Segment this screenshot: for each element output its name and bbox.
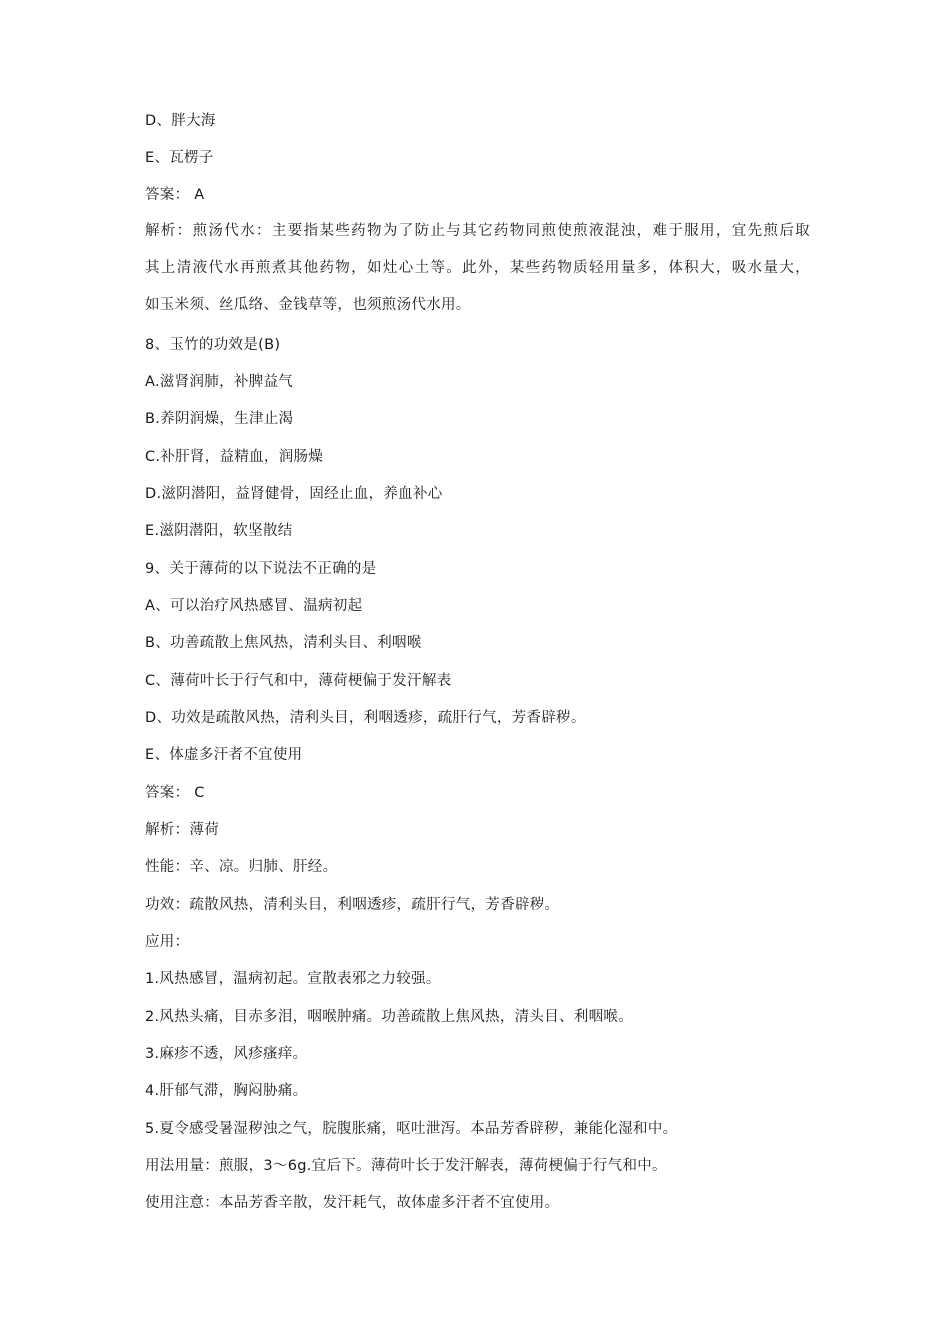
analysis-q9-title: 解析：薄荷 xyxy=(145,822,219,838)
option-c-q8: C.补肝肾，益精血，润肠燥 xyxy=(145,449,324,465)
application-item-4: 4.肝郁气滞，胸闷胁痛。 xyxy=(145,1083,308,1099)
option-d-q8: D.滋阴潜阳，益肾健骨，固经止血，养血补心 xyxy=(145,486,443,502)
option-a-q9: A、可以治疗风热感冒、温病初起 xyxy=(145,598,363,614)
properties-line: 性能：辛、凉。归肺、肝经。 xyxy=(145,859,338,875)
analysis-q7-line-2: 其上清液代水再煎煮其他药物，如灶心土等。此外，某些药物质轻用量多，体积大，吸水量大， xyxy=(145,260,810,276)
option-e-q9: E、体虚多汗者不宜使用 xyxy=(145,747,303,763)
question-8: 8、玉竹的功效是(B) xyxy=(145,337,281,353)
option-e-q7: E、瓦楞子 xyxy=(145,150,214,166)
option-d-q7: D、胖大海 xyxy=(145,113,216,129)
analysis-q7-line-3: 如玉米须、丝瓜络、金钱草等，也须煎汤代水用。 xyxy=(145,297,471,313)
option-c-q9: C、薄荷叶长于行气和中，薄荷梗偏于发汗解表 xyxy=(145,673,452,689)
option-b-q9: B、功善疏散上焦风热，清利头目、利咽喉 xyxy=(145,635,422,651)
option-e-q8: E.滋阴潜阳，软坚散结 xyxy=(145,523,293,539)
application-item-3: 3.麻疹不透，风疹瘙痒。 xyxy=(145,1046,308,1062)
application-heading: 应用： xyxy=(145,934,190,950)
precautions-line: 使用注意：本品芳香辛散，发汗耗气，故体虚多汗者不宜使用。 xyxy=(145,1195,560,1211)
efficacy-line: 功效：疏散风热，清利头目，利咽透疹，疏肝行气，芳香辟秽。 xyxy=(145,897,560,913)
application-item-5: 5.夏令感受暑湿秽浊之气，脘腹胀痛，呕吐泄泻。本品芳香辟秽，兼能化湿和中。 xyxy=(145,1121,678,1137)
option-b-q8: B.养阴润燥，生津止渴 xyxy=(145,411,294,427)
answer-q7: 答案： A xyxy=(145,187,205,203)
analysis-q7-line-1: 解析：煎汤代水：主要指某些药物为了防止与其它药物同煎使煎液混浊，难于服用，宜先煎后取 xyxy=(145,223,810,239)
option-a-q8: A.滋肾润肺，补脾益气 xyxy=(145,374,294,390)
option-d-q9: D、功效是疏散风热，清利头目，利咽透疹，疏肝行气，芳香辟秽。 xyxy=(145,710,586,726)
application-item-2: 2.风热头痛，目赤多泪，咽喉肿痛。功善疏散上焦风热，清头目、利咽喉。 xyxy=(145,1009,634,1025)
answer-q9: 答案： C xyxy=(145,785,205,801)
question-9: 9、关于薄荷的以下说法不正确的是 xyxy=(145,561,377,577)
application-item-1: 1.风热感冒，温病初起。宣散表邪之力较强。 xyxy=(145,971,441,987)
dosage-line: 用法用量：煎服，3～6g.宜后下。薄荷叶长于发汗解表，薄荷梗偏于行气和中。 xyxy=(145,1158,667,1174)
analysis-q7 xyxy=(145,213,810,324)
